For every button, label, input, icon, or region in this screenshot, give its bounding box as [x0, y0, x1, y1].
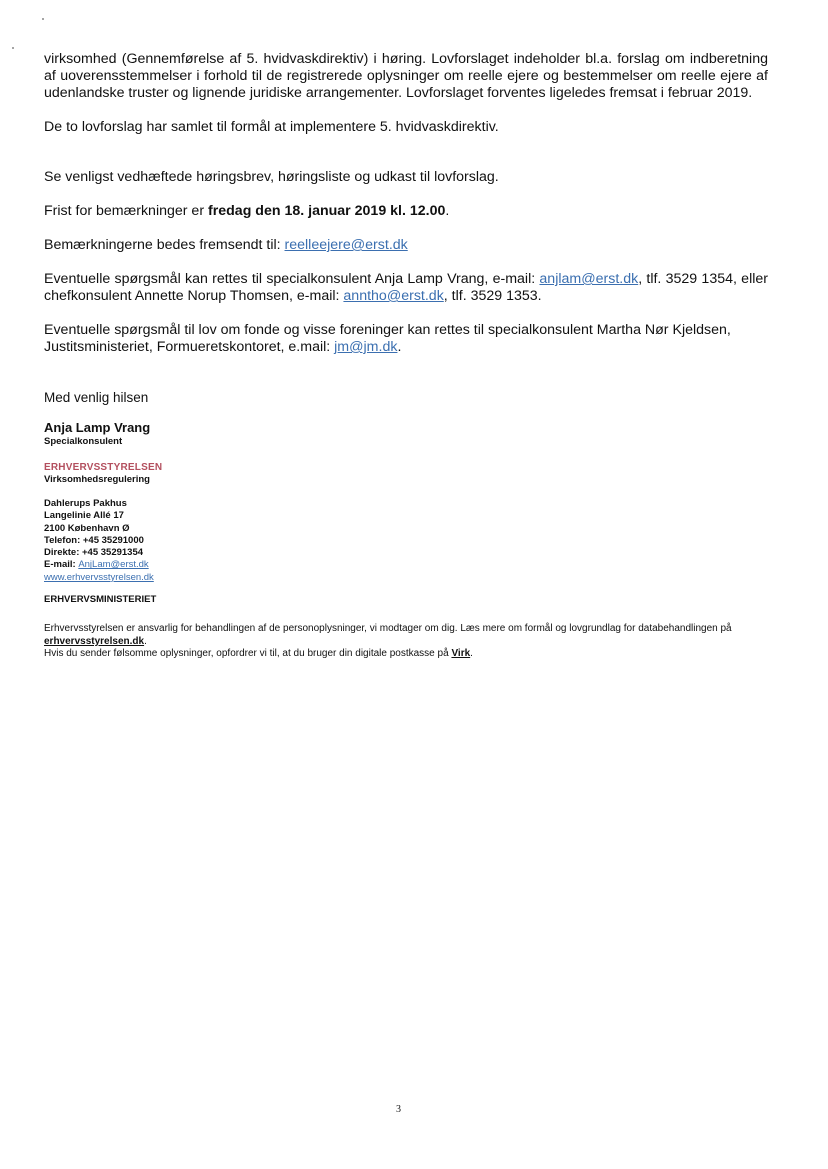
paragraph-text: Se venligst vedhæftede høringsbrev, høringsliste og udkast til lovforslag. — [44, 169, 499, 185]
paragraph-text: . — [397, 339, 402, 355]
paragraph-text: Eventuelle spørgsmål kan rettes til specialkonsulent Anja Lamp Vrang, e-mail: — [44, 271, 540, 287]
address-line: Langelinie Allé 17 — [44, 510, 124, 522]
department: Virksomhedsregulering — [44, 474, 150, 485]
privacy-link-virk[interactable]: Virk — [451, 648, 471, 660]
paragraph-text: . — [445, 203, 450, 219]
privacy-notice — [44, 623, 774, 661]
paragraph-justice-contact — [44, 322, 768, 356]
privacy-text: . — [144, 635, 147, 647]
address-block — [44, 498, 768, 584]
privacy-text: . — [470, 648, 473, 660]
address-line: Dahlerups Pakhus — [44, 498, 127, 509]
privacy-text: Hvis du sender følsomme oplysninger, opfordrer vi til, at du bruger din digitale postkasse på — [44, 648, 452, 660]
privacy-text: Erhvervsstyrelsen er ansvarlig for behandlingen af de personoplysninger, vi modtager om dig. Læs mere om formål og lovgrundlag for databehandlingen på — [44, 623, 732, 635]
scan-speck — [42, 18, 44, 20]
email-link-reelleejere[interactable]: reelleejere@erst.dk — [284, 237, 408, 253]
sender-title: Specialkonsulent — [44, 436, 123, 447]
paragraph-text: , tlf. 3529 1354, eller chefkonsulent Annette Norup Thomsen, e-mail: — [44, 271, 768, 304]
deadline-date: fredag den 18. januar 2019 kl. 12.00 — [208, 203, 446, 219]
sender-name: Anja Lamp Vrang — [44, 420, 151, 435]
letter-body — [44, 51, 768, 661]
ministry-name: ERHVERVSMINISTERIET — [44, 594, 157, 606]
paragraph-text: Eventuelle spørgsmål til lov om fonde og visse foreninger kan rettes til specialkonsulent Martha Nør Kjeldsen, Justitsministeriet, Formueretskontoret, e.mail: — [44, 322, 731, 355]
paragraph-purpose — [44, 119, 768, 136]
paragraph-text: virksomhed (Gennemførelse af 5. hvidvaskdirektiv) i høring. Lovforslaget indeholder bl.a. forslag om indberetning af uoverensstemmelser i forhold til de registrerede oplysninger om reelle ejere og bestemmelser om reelle ejere af udenlandske truster og lignende juridiske arrangementer. Lovforslaget forventes ligeledes fremsat i februar 2019. — [44, 51, 768, 101]
paragraph-text: Frist for bemærkninger er — [44, 203, 208, 219]
paragraph-submission — [44, 237, 768, 254]
paragraph-attachments — [44, 169, 768, 186]
privacy-line — [44, 648, 774, 661]
privacy-link-erhvervsstyrelsen[interactable]: erhvervsstyrelsen.dk — [44, 635, 145, 647]
paragraph-text: , tlf. 3529 1353. — [443, 288, 542, 304]
paragraph-contacts — [44, 271, 768, 305]
scan-speck — [12, 47, 14, 49]
phone-line: Telefon: +45 35291000 — [44, 534, 144, 546]
website-link[interactable]: www.erhvervsstyrelsen.dk — [44, 571, 154, 583]
email-link-jm[interactable]: jm@jm.dk — [334, 339, 398, 355]
paragraph-text: De to lovforslag har samlet til formål at implementere 5. hvidvaskdirektiv. — [44, 119, 499, 135]
email-link-signature[interactable]: AnjLam@erst.dk — [78, 559, 149, 571]
email-link-anjlam[interactable]: anjlam@erst.dk — [539, 271, 639, 287]
page-number: 3 — [396, 1104, 401, 1115]
closing-greeting: Med venlig hilsen — [44, 390, 149, 405]
email-line — [44, 559, 768, 571]
email-link-anntho[interactable]: anntho@erst.dk — [343, 288, 444, 304]
email-label: E-mail: — [44, 559, 79, 571]
address-line: 2100 København Ø — [44, 522, 130, 534]
paragraph-deadline — [44, 203, 768, 220]
paragraph-text: Bemærkningerne bedes fremsendt til: — [44, 237, 285, 253]
signature-block — [44, 420, 768, 606]
paragraph-bill-description — [44, 51, 768, 102]
agency-logo-text: ERHVERVSSTYRELSEN — [44, 462, 163, 473]
privacy-line — [44, 623, 774, 648]
direct-phone-line: Direkte: +45 35291354 — [44, 547, 144, 559]
